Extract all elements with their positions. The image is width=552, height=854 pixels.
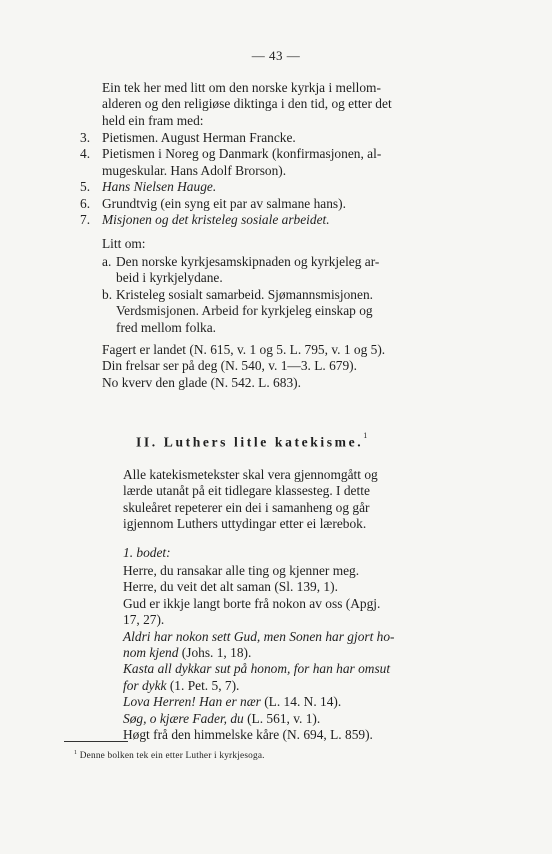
bod-verse-segment: Kasta all dykkar sut på honom, for han har omsut bbox=[123, 661, 391, 677]
bod-verse-segment: Herre, du veit det alt saman (Sl. 139, 1). bbox=[123, 579, 338, 595]
bod-verse-segment: Herre, du ransakar alle ting og kjenner meg. bbox=[123, 563, 360, 578]
topic-text: Misjonen og det kristeleg sosiale arbeidet. bbox=[102, 212, 330, 228]
topic-text: Hans Nielsen Hauge. bbox=[102, 179, 217, 195]
bod-verse-segment: (L. 14. N. 14). bbox=[260, 694, 342, 710]
bod-verse-segment: Lova Herren! Han er nær bbox=[123, 694, 261, 710]
subtopic-text: fred mellom folka. bbox=[116, 319, 217, 335]
footnote-text: Denne bolken tek ein etter Luther i kyrkjesoga. bbox=[79, 751, 265, 762]
page-number: — 43 — bbox=[251, 48, 301, 63]
intro-line: Ein tek her med litt om den norske kyrkja i mellom- bbox=[102, 80, 381, 95]
topic-list bbox=[80, 130, 472, 228]
subtopic-text: Verdsmisjonen. Arbeid for kyrkjeleg einskap og bbox=[116, 303, 373, 319]
subtopic-letter: b. bbox=[102, 286, 113, 302]
bod-verse-segment: 17, 27). bbox=[123, 612, 165, 628]
section-heading-text: II. Luthers litle katekisme. bbox=[136, 434, 364, 450]
footnote-mark: 1 bbox=[74, 750, 78, 756]
footnote-rule bbox=[64, 741, 128, 742]
song-line: Din frelsar ser på deg (N. 540, v. 1—3. L. 679). bbox=[102, 358, 357, 374]
topic-text: mugeskular. Hans Adolf Brorson). bbox=[102, 162, 287, 178]
bod-verse-line bbox=[123, 579, 468, 595]
topic-item bbox=[80, 130, 472, 146]
topic-text: Grundtvig (ein syng eit par av salmane hans). bbox=[102, 195, 346, 211]
bod-verse-segment: (1. Pet. 5, 7). bbox=[166, 677, 240, 693]
subtopic-text: beid i kyrkjelydane. bbox=[116, 270, 223, 286]
section-line: igjennom Luthers uttydingar etter ei lærebok. bbox=[123, 516, 367, 532]
topic-text: Pietismen. August Herman Francke. bbox=[102, 130, 296, 145]
bod-heading: 1. bodet: bbox=[123, 545, 171, 560]
litt-om-label: Litt om: bbox=[102, 236, 146, 251]
section-line: lærde utanåt på eit tidlegare klassesteg. I dette bbox=[123, 483, 370, 499]
subtopic-list bbox=[102, 254, 472, 336]
bod-verse-segment: Aldri har nokon sett Gud, men Sonen har gjort ho- bbox=[123, 628, 395, 644]
bod-verse-segment: Søg, o kjære Fader, du bbox=[123, 710, 244, 726]
topic-item bbox=[80, 146, 472, 179]
bod-verse-line bbox=[123, 645, 468, 661]
topic-item bbox=[80, 196, 472, 212]
song-line: No kverv den glade (N. 542. L. 683). bbox=[102, 374, 301, 390]
intro-line: held ein fram med: bbox=[102, 112, 204, 128]
topic-item bbox=[80, 179, 472, 195]
song-line: Fagert er landet (N. 615, v. 1 og 5. L. 795, v. 1 og 5). bbox=[102, 342, 386, 357]
topic-number: 6. bbox=[80, 195, 91, 211]
subtopic-item bbox=[102, 287, 472, 336]
footnote bbox=[74, 750, 265, 761]
bod-verse-line bbox=[123, 596, 468, 612]
bod-verse-segment: nom kjend bbox=[123, 645, 179, 661]
intro-line: alderen og den religiøse diktinga i den tid, og etter det bbox=[102, 96, 392, 112]
bod-verse-segment: (L. 561, v. 1). bbox=[243, 710, 321, 726]
footnote-reference: 1 bbox=[363, 431, 368, 440]
intro-paragraph bbox=[102, 80, 462, 129]
bod-verse-list bbox=[123, 563, 468, 743]
bod-verse-segment: Gud er ikkje langt borte frå nokon av oss (Apgj. bbox=[123, 595, 381, 611]
bod-verse-line bbox=[123, 711, 468, 727]
section-heading bbox=[136, 431, 368, 451]
bod-verse-segment: for dykk bbox=[123, 677, 167, 693]
subtopic-item bbox=[102, 254, 472, 287]
bod-verse-line bbox=[123, 629, 468, 645]
bod-verse-line bbox=[123, 661, 468, 677]
bod-verse-line bbox=[123, 563, 468, 579]
subtopic-letter: a. bbox=[102, 254, 112, 269]
bod-verse-line bbox=[123, 694, 468, 710]
subtopic-text: Den norske kyrkjesamskipnaden og kyrkjeleg ar- bbox=[116, 254, 380, 269]
section-paragraph bbox=[123, 467, 463, 533]
section-line: Alle katekismetekster skal vera gjennomgått og bbox=[123, 467, 378, 482]
section-line: skuleåret repeterer ein dei i samanheng og går bbox=[123, 499, 370, 515]
topic-number: 7. bbox=[80, 212, 91, 228]
topic-item bbox=[80, 212, 472, 228]
bod-verse-line bbox=[123, 612, 468, 628]
topic-number: 4. bbox=[80, 146, 91, 162]
topic-text: Pietismen i Noreg og Danmark (konfirmasjonen, al- bbox=[102, 146, 382, 162]
subtopic-text: Kristeleg sosialt samarbeid. Sjømannsmisjonen. bbox=[116, 286, 373, 302]
bod-verse-segment: Høgt frå den himmelske kåre (N. 694, L. 859). bbox=[123, 727, 373, 743]
song-list bbox=[102, 342, 472, 391]
topic-number: 5. bbox=[80, 179, 91, 195]
bod-verse-line bbox=[123, 678, 468, 694]
topic-number: 3. bbox=[80, 130, 91, 145]
bod-verse-line bbox=[123, 727, 468, 743]
bod-verse-segment: (Johs. 1, 18). bbox=[178, 645, 252, 661]
